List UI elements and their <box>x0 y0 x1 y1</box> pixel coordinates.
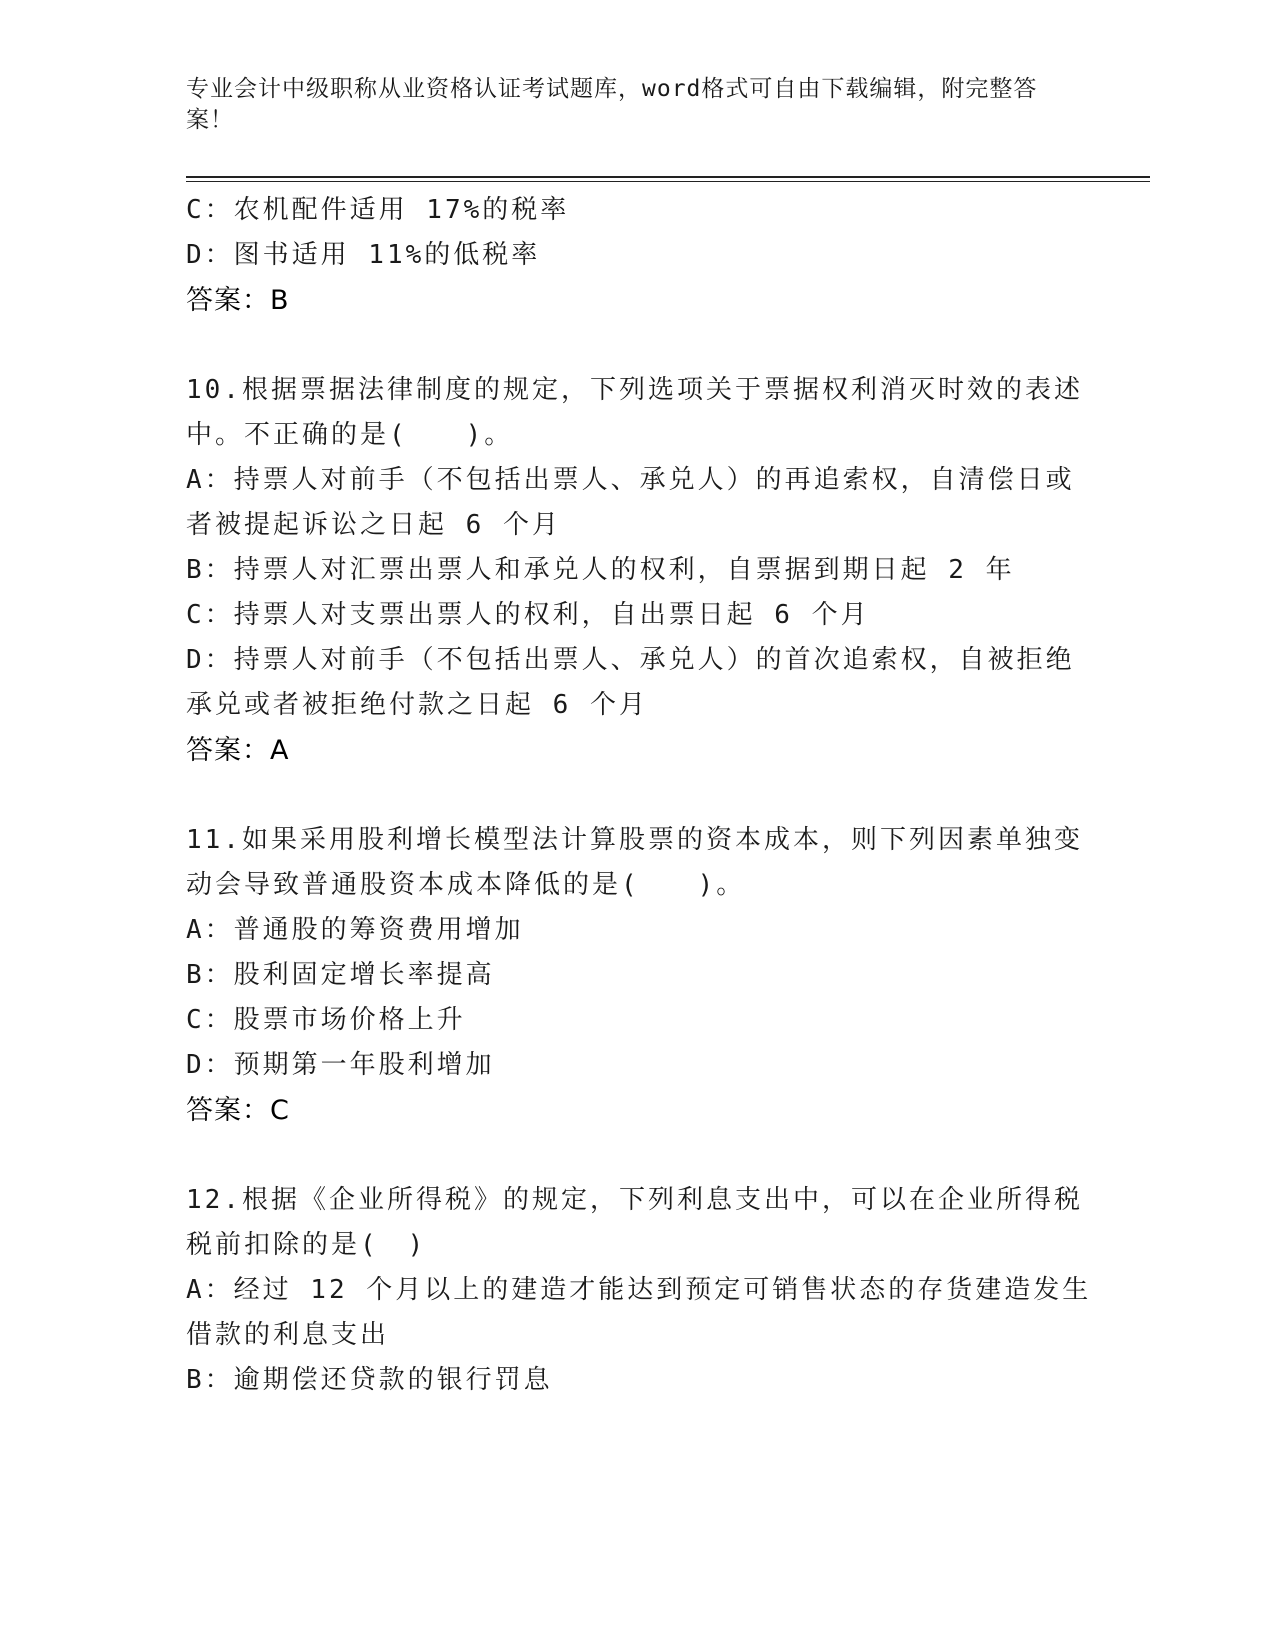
q10-option-d-line-2: 承兑或者被拒绝付款之日起 6 个月 <box>186 690 648 720</box>
q10-option-a-line-1: A：持票人对前手（不包括出票人、承兑人）的再追索权，自清偿日或 <box>186 465 1075 495</box>
question-11 <box>186 818 1086 1133</box>
page-header <box>186 74 1066 136</box>
q11-stem-line-1: 11.如果采用股利增长模型法计算股票的资本成本，则下列因素单独变 <box>186 825 1083 855</box>
q10-stem-line-1: 10.根据票据法律制度的规定，下列选项关于票据权利消灭时效的表述 <box>186 375 1083 405</box>
q12-option-b: B：逾期偿还贷款的银行罚息 <box>186 1365 553 1395</box>
q11-stem-line-2: 动会导致普通股资本成本降低的是( )。 <box>186 870 746 900</box>
header-divider-thin <box>186 181 1150 182</box>
q10-answer: 答案：A <box>186 735 290 766</box>
question-12 <box>186 1178 1092 1403</box>
q12-option-a-line-2: 借款的利息支出 <box>186 1320 390 1350</box>
q11-option-c: C：股票市场价格上升 <box>186 1005 466 1035</box>
q11-option-b: B：股利固定增长率提高 <box>186 960 495 990</box>
header-divider-thick <box>186 176 1150 178</box>
spacer <box>186 1133 1086 1178</box>
q9-option-c: C：农机配件适用 17%的税率 <box>186 195 570 225</box>
q10-option-c: C：持票人对支票出票人的权利，自出票日起 6 个月 <box>186 600 870 630</box>
q9-option-d: D：图书适用 11%的低税率 <box>186 240 541 270</box>
q9-answer: 答案：B <box>186 285 290 316</box>
q10-option-b: B：持票人对汇票出票人和承兑人的权利，自票据到期日起 2 年 <box>186 555 1015 585</box>
header-line-1: 专业会计中级职称从业资格认证考试题库，word格式可自由下载编辑，附完整答 <box>186 76 1038 102</box>
q11-option-d: D：预期第一年股利增加 <box>186 1050 495 1080</box>
q12-stem-line-1: 12.根据《企业所得税》的规定，下列利息支出中，可以在企业所得税 <box>186 1185 1083 1215</box>
question-9-tail <box>186 188 1086 323</box>
q12-option-a-line-1: A：经过 12 个月以上的建造才能达到预定可销售状态的存货建造发生 <box>186 1275 1092 1305</box>
q10-option-a-line-2: 者被提起诉讼之日起 6 个月 <box>186 510 561 540</box>
question-content <box>186 188 1092 1403</box>
spacer <box>186 773 1086 818</box>
header-line-2: 案！ <box>186 107 234 133</box>
q11-option-a: A：普通股的筹资费用增加 <box>186 915 524 945</box>
question-10 <box>186 368 1086 773</box>
q10-stem-line-2: 中。不正确的是( )。 <box>186 420 514 450</box>
q10-option-d-line-1: D：持票人对前手（不包括出票人、承兑人）的首次追索权，自被拒绝 <box>186 645 1075 675</box>
q11-answer: 答案：C <box>186 1095 290 1126</box>
spacer <box>186 323 1086 368</box>
q12-stem-line-2: 税前扣除的是( ) <box>186 1230 427 1260</box>
